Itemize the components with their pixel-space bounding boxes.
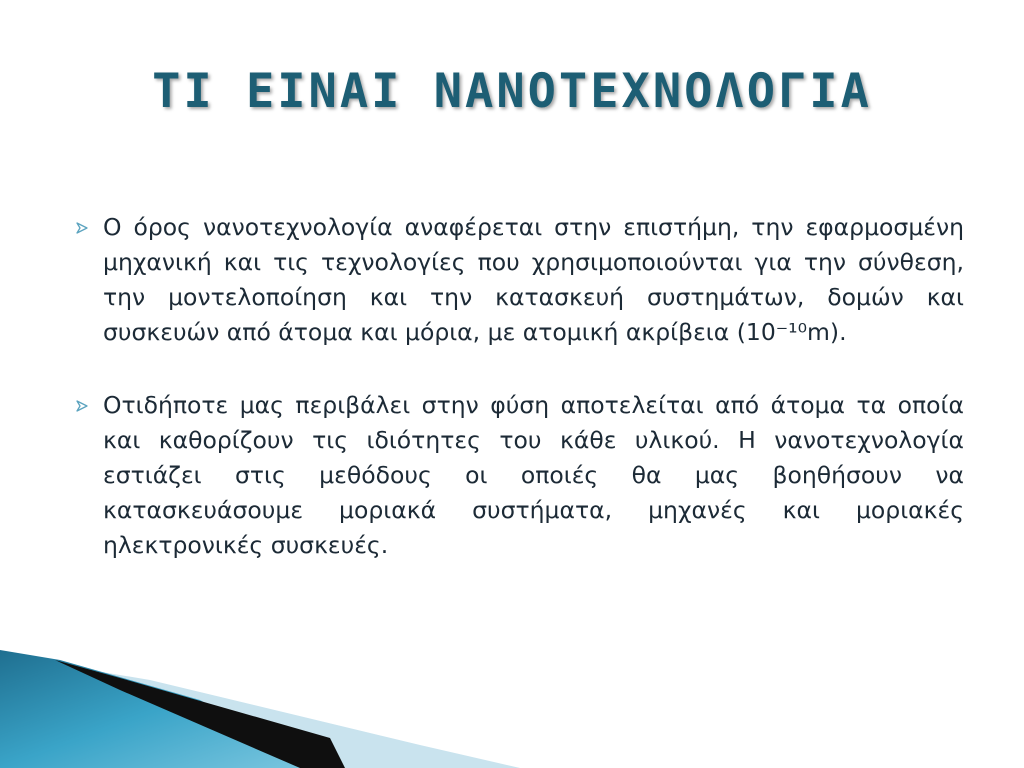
bullet-item-description [72,388,964,563]
arrow-bullet-icon [76,400,88,412]
bullet-item-definition [72,210,964,350]
teal-swoosh [0,650,320,768]
bullet-text: Ο όρος νανοτεχνολογία αναφέρεται στην επιστήμη, την εφαρμοσμένη μηχανική και τις τεχνολογίες που χρησιμοποιούνται για την σύνθεση, την μοντελοποίηση και την κατασκευή συστημάτων, δομών και συσκευών από άτομα και μόρια, με ατομική ακρίβεια (10⁻¹⁰m). [103,213,964,346]
slide-title: ΤΙ ΕΙΝΑΙ ΝΑΝΟΤΕΧΝΟΛΟΓΙΑ [152,64,872,119]
light-blue-swoosh [0,655,520,768]
bullet-list [72,210,964,601]
black-swoosh [55,660,345,768]
bullet-text: Οτιδήποτε μας περιβάλει στην φύση αποτελείται από άτομα τα οποία και καθορίζουν τις ιδιότητες του κάθε υλικού. Η νανοτεχνολογία εστιάζει στις μεθόδους οι οποιές θα μας βοηθήσουν να κατασκευάσουμε μοριακά συστήματα, μηχανές και μοριακές ηλεκτρονικές συσκευές. [103,391,964,559]
arrow-bullet-icon [76,222,88,234]
